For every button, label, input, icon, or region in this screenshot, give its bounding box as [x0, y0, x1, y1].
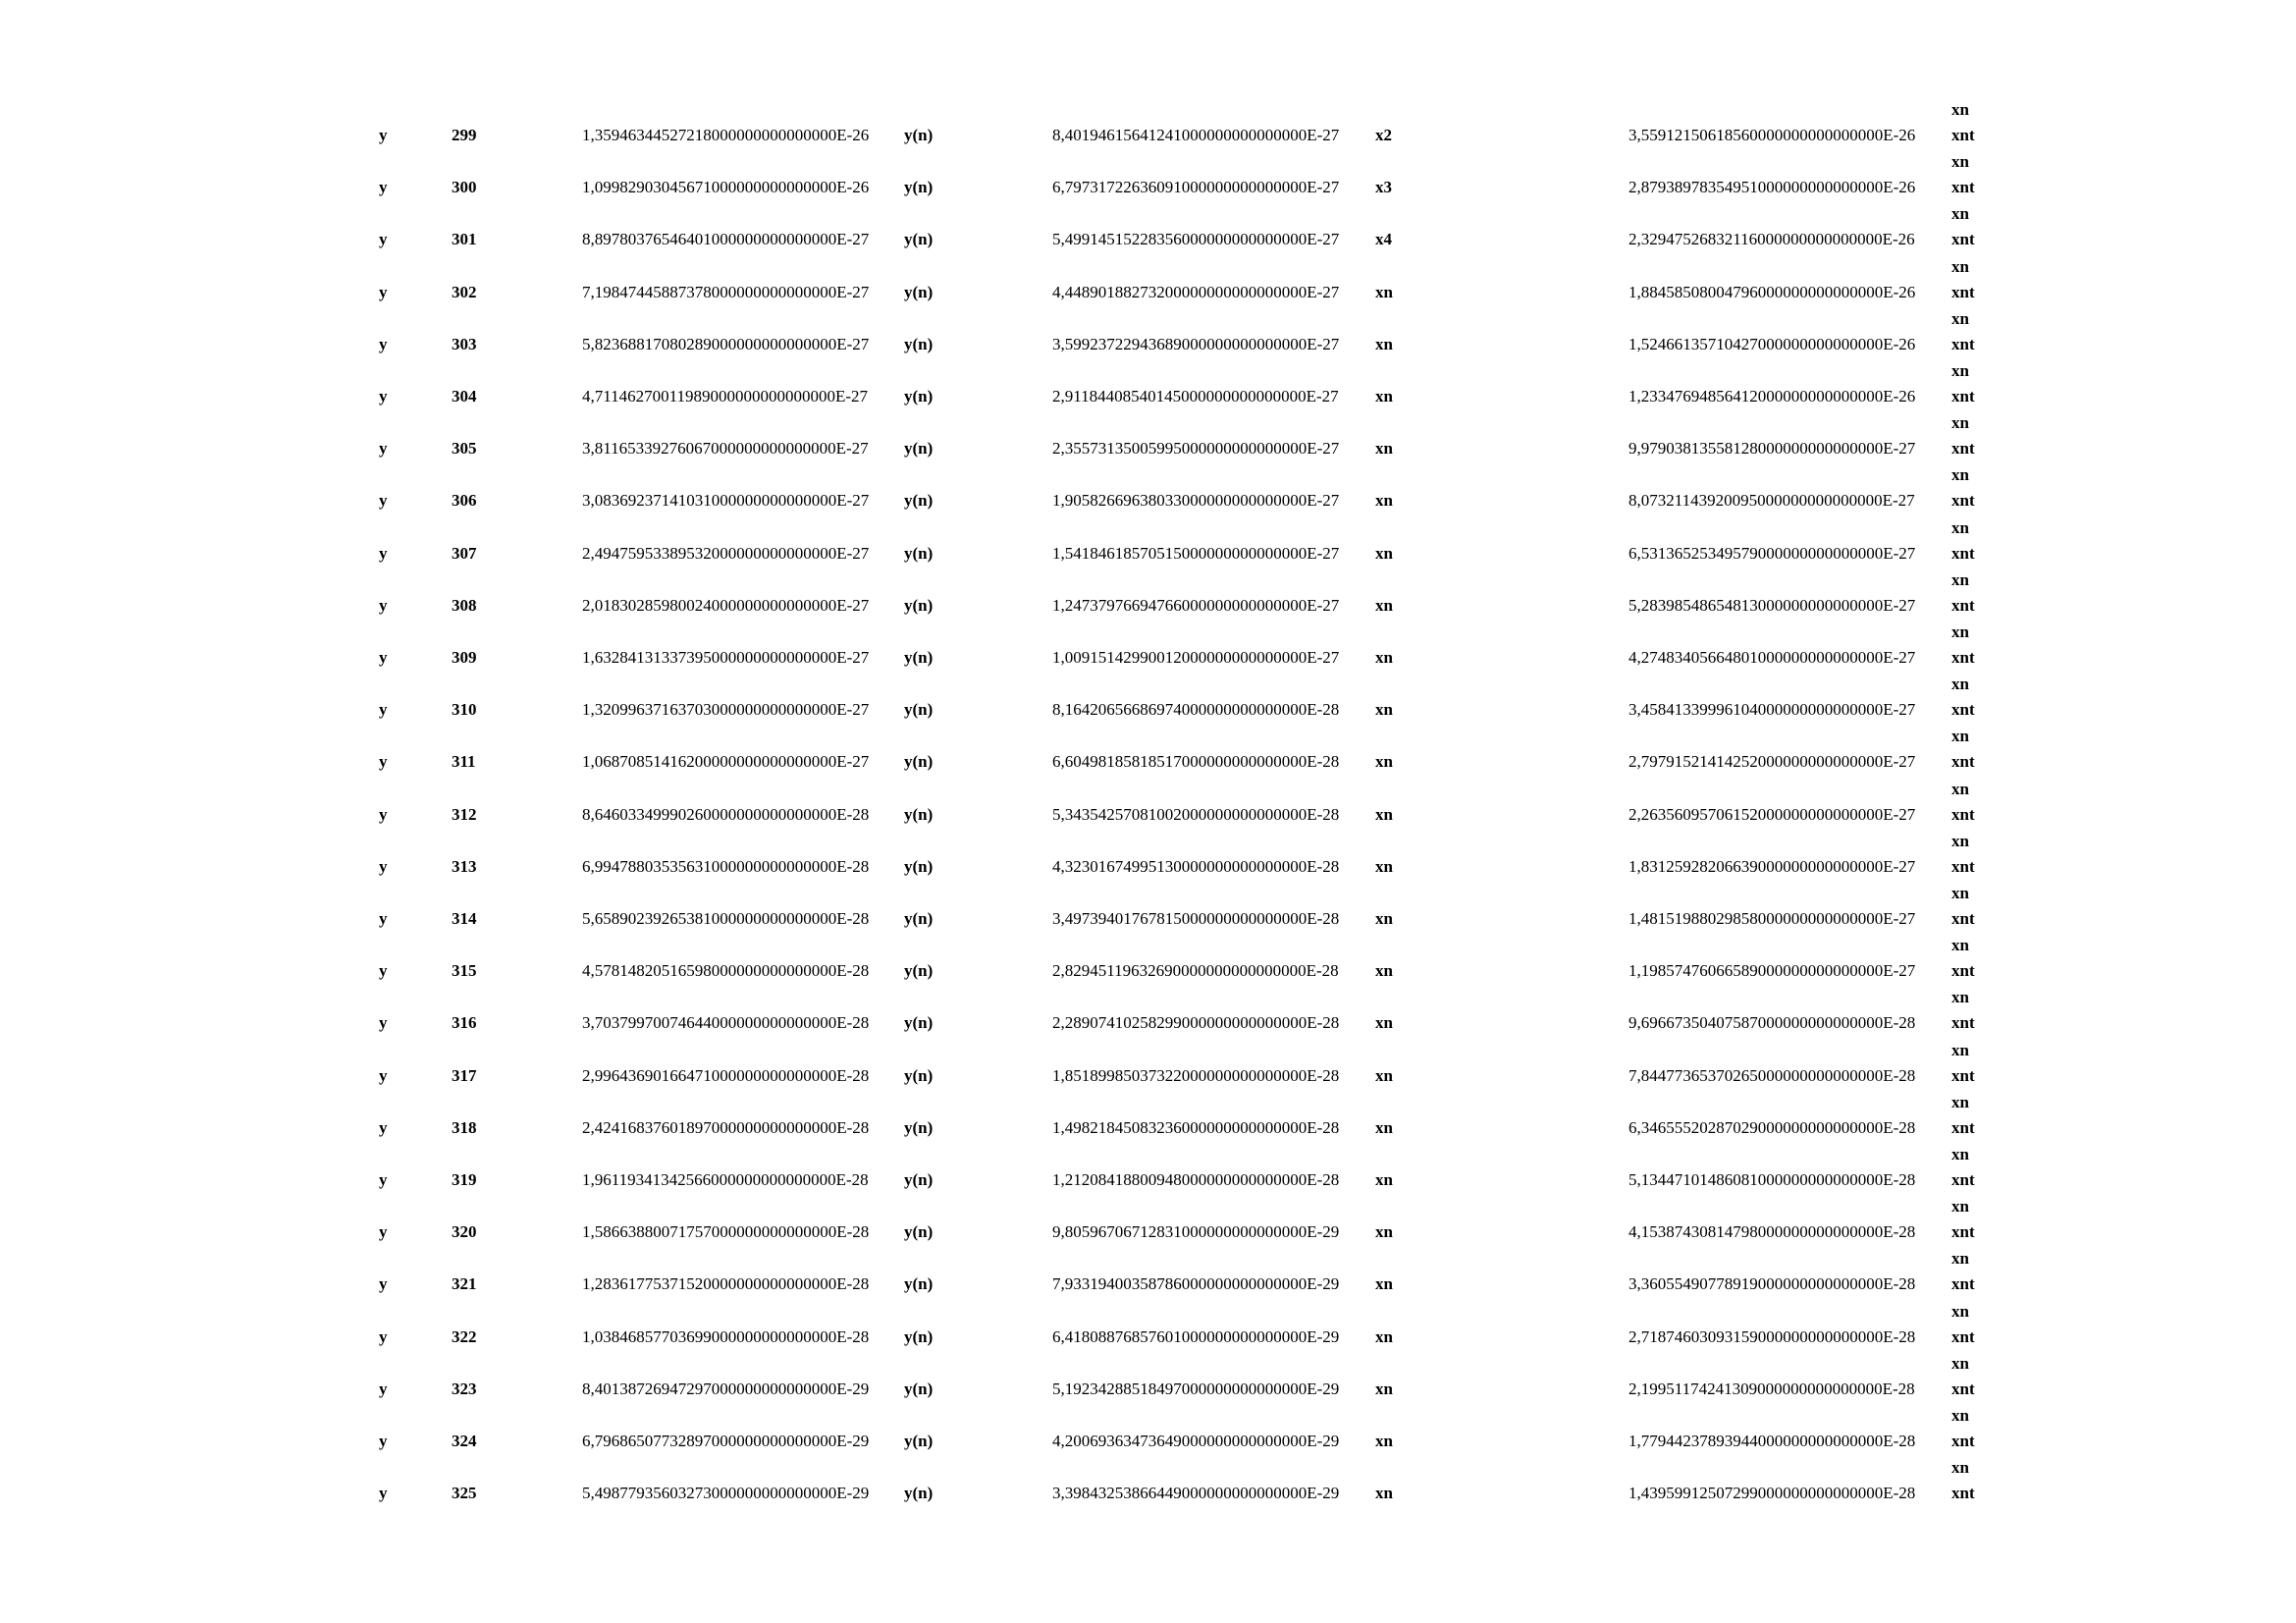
table-row	[0, 988, 2296, 1040]
row-variable: y	[379, 1170, 388, 1189]
label-xnt: xnt	[1951, 334, 1975, 353]
label-y-n: y(n)	[904, 282, 934, 301]
label-y-n: y(n)	[904, 752, 934, 772]
row-variable: y	[379, 1432, 388, 1450]
value-x: 3,49739401767815000000000000000E-28	[1052, 909, 1340, 928]
label-x: xn	[1375, 804, 1393, 824]
label-y-n: y(n)	[904, 334, 934, 353]
table-row	[0, 727, 2296, 779]
label-x: xn	[1375, 1274, 1393, 1294]
table-row	[0, 622, 2296, 675]
value-x: 1,21208418800948000000000000000E-28	[1052, 1170, 1340, 1189]
label-x: xn	[1375, 595, 1393, 615]
value-y-n: 4,71146270011989000000000000000E-27	[582, 387, 869, 406]
row-variable: y	[379, 439, 388, 459]
label-y-n: y(n)	[904, 1222, 934, 1242]
value-y-n: 5,65890239265381000000000000000E-28	[582, 909, 870, 928]
row-index: 310	[452, 700, 477, 720]
table-row	[0, 1249, 2296, 1301]
value-xnt: 4,27483405664801000000000000000E-27	[1629, 648, 1916, 667]
label-x: x4	[1375, 230, 1392, 249]
table-row	[0, 413, 2296, 465]
value-x: 8,40194615641241000000000000000E-27	[1052, 126, 1340, 144]
value-y-n: 7,19847445887378000000000000000E-27	[582, 282, 870, 301]
xn-label: xn	[1951, 152, 1969, 172]
row-index: 301	[452, 230, 477, 249]
row-variable: y	[379, 1379, 388, 1398]
row-variable: y	[379, 126, 388, 144]
value-x: 4,32301674995130000000000000000E-28	[1052, 856, 1340, 876]
label-x: xn	[1375, 909, 1393, 928]
value-xnt: 1,52466135710427000000000000000E-26	[1629, 334, 1916, 353]
row-variable: y	[379, 491, 388, 511]
value-xnt: 2,87938978354951000000000000000E-26	[1629, 178, 1916, 197]
label-x: xn	[1375, 491, 1393, 511]
value-xnt: 2,19951174241309000000000000000E-28	[1629, 1379, 1915, 1398]
label-xnt: xnt	[1951, 804, 1975, 824]
value-x: 7,93319400358786000000000000000E-29	[1052, 1274, 1340, 1294]
row-index: 324	[452, 1432, 477, 1450]
value-xnt: 2,32947526832116000000000000000E-26	[1629, 230, 1915, 249]
table-row	[0, 1354, 2296, 1406]
label-x: xn	[1375, 387, 1393, 406]
value-y-n: 2,42416837601897000000000000000E-28	[582, 1117, 870, 1137]
label-y-n: y(n)	[904, 1274, 934, 1294]
row-index: 320	[452, 1222, 477, 1242]
label-xnt: xnt	[1951, 491, 1975, 511]
xn-label: xn	[1951, 1092, 1969, 1111]
value-y-n: 5,49877935603273000000000000000E-29	[582, 1484, 870, 1503]
label-xnt: xnt	[1951, 230, 1975, 249]
table-row	[0, 204, 2296, 256]
xn-label: xn	[1951, 988, 1969, 1007]
label-xnt: xnt	[1951, 752, 1975, 772]
label-xnt: xnt	[1951, 1013, 1975, 1033]
row-index: 303	[452, 334, 477, 353]
row-index: 319	[452, 1170, 477, 1189]
xn-label: xn	[1951, 831, 1969, 850]
value-x: 5,34354257081002000000000000000E-28	[1052, 804, 1340, 824]
table-row	[0, 100, 2296, 152]
label-x: xn	[1375, 439, 1393, 459]
value-xnt: 4,15387430814798000000000000000E-28	[1629, 1222, 1916, 1242]
xn-label: xn	[1951, 256, 1969, 276]
row-index: 314	[452, 909, 477, 928]
label-x: xn	[1375, 700, 1393, 720]
value-y-n: 2,49475953389532000000000000000E-27	[582, 543, 870, 563]
label-x: xn	[1375, 856, 1393, 876]
label-x: xn	[1375, 752, 1393, 772]
row-variable: y	[379, 1484, 388, 1503]
row-variable: y	[379, 334, 388, 353]
value-x: 1,90582669638033000000000000000E-27	[1052, 491, 1340, 511]
label-x: xn	[1375, 282, 1393, 301]
label-xnt: xnt	[1951, 909, 1975, 928]
table-row	[0, 1302, 2296, 1354]
row-variable: y	[379, 700, 388, 720]
row-index: 312	[452, 804, 477, 824]
value-x: 1,85189985037322000000000000000E-28	[1052, 1065, 1340, 1085]
row-variable: y	[379, 1117, 388, 1137]
value-y-n: 5,82368817080289000000000000000E-27	[582, 334, 870, 353]
label-y-n: y(n)	[904, 700, 934, 720]
row-variable: y	[379, 856, 388, 876]
xn-label: xn	[1951, 622, 1969, 641]
xn-label: xn	[1951, 1145, 1969, 1163]
row-index: 322	[452, 1326, 477, 1346]
value-y-n: 2,99643690166471000000000000000E-28	[582, 1065, 870, 1085]
table-row	[0, 1145, 2296, 1197]
label-xnt: xnt	[1951, 595, 1975, 615]
label-xnt: xnt	[1951, 1379, 1975, 1398]
row-index: 315	[452, 961, 477, 981]
label-xnt: xnt	[1951, 178, 1975, 197]
value-y-n: 4,57814820516598000000000000000E-28	[582, 961, 870, 981]
row-index: 313	[452, 856, 477, 876]
value-y-n: 1,63284131337395000000000000000E-27	[582, 648, 870, 667]
label-xnt: xnt	[1951, 543, 1975, 563]
xn-label: xn	[1951, 884, 1969, 902]
value-y-n: 6,79686507732897000000000000000E-29	[582, 1432, 870, 1450]
label-xnt: xnt	[1951, 648, 1975, 667]
row-index: 305	[452, 439, 477, 459]
xn-label: xn	[1951, 100, 1969, 119]
value-xnt: 3,45841339996104000000000000000E-27	[1629, 700, 1916, 720]
value-y-n: 1,35946344527218000000000000000E-26	[582, 126, 870, 144]
label-y-n: y(n)	[904, 387, 934, 406]
xn-label: xn	[1951, 1249, 1969, 1269]
value-x: 6,41808876857601000000000000000E-29	[1052, 1326, 1340, 1346]
label-xnt: xnt	[1951, 1484, 1975, 1503]
value-xnt: 8,07321143920095000000000000000E-27	[1629, 491, 1915, 511]
value-x: 1,00915142990012000000000000000E-27	[1052, 648, 1340, 667]
xn-label: xn	[1951, 936, 1969, 955]
label-y-n: y(n)	[904, 804, 934, 824]
value-xnt: 1,43959912507299000000000000000E-28	[1629, 1484, 1916, 1503]
value-xnt: 6,34655520287029000000000000000E-28	[1629, 1117, 1916, 1137]
value-x: 2,82945119632690000000000000000E-28	[1052, 961, 1339, 981]
table-row	[0, 152, 2296, 204]
value-xnt: 1,77944237893944000000000000000E-28	[1629, 1432, 1916, 1450]
xn-label: xn	[1951, 727, 1969, 746]
value-y-n: 3,70379970074644000000000000000E-28	[582, 1013, 870, 1033]
xn-label: xn	[1951, 569, 1969, 589]
value-xnt: 2,79791521414252000000000000000E-27	[1629, 752, 1916, 772]
label-xnt: xnt	[1951, 439, 1975, 459]
row-index: 317	[452, 1065, 477, 1085]
xn-label: xn	[1951, 1301, 1969, 1321]
xn-label: xn	[1951, 1197, 1969, 1217]
table-row	[0, 1458, 2296, 1510]
value-x: 1,24737976694766000000000000000E-27	[1052, 595, 1340, 615]
xn-label: xn	[1951, 465, 1969, 485]
label-xnt: xnt	[1951, 126, 1975, 144]
value-xnt: 9,69667350407587000000000000000E-28	[1629, 1013, 1916, 1033]
table-row	[0, 936, 2296, 988]
value-xnt: 1,88458508004796000000000000000E-26	[1629, 282, 1916, 301]
value-xnt: 1,23347694856412000000000000000E-26	[1629, 387, 1916, 406]
value-x: 2,35573135005995000000000000000E-27	[1052, 439, 1340, 459]
table-row	[0, 1197, 2296, 1249]
label-x: xn	[1375, 1117, 1393, 1137]
label-xnt: xnt	[1951, 1274, 1975, 1294]
table-row	[0, 1093, 2296, 1145]
label-xnt: xnt	[1951, 282, 1975, 301]
value-x: 1,54184618570515000000000000000E-27	[1052, 543, 1340, 563]
row-index: 300	[452, 178, 477, 197]
table-row	[0, 361, 2296, 413]
label-xnt: xnt	[1951, 387, 1975, 406]
row-index: 308	[452, 595, 477, 615]
value-x: 6,60498185818517000000000000000E-28	[1052, 752, 1340, 772]
value-xnt: 3,55912150618560000000000000000E-26	[1629, 126, 1916, 144]
value-y-n: 3,08369237141031000000000000000E-27	[582, 491, 870, 511]
label-y-n: y(n)	[904, 909, 934, 928]
value-x: 6,79731722636091000000000000000E-27	[1052, 178, 1340, 197]
table-row	[0, 309, 2296, 361]
value-y-n: 1,09982903045671000000000000000E-26	[582, 178, 870, 197]
value-y-n: 1,32099637163703000000000000000E-27	[582, 700, 870, 720]
label-x: xn	[1375, 961, 1393, 981]
value-xnt: 5,28398548654813000000000000000E-27	[1629, 595, 1916, 615]
label-xnt: xnt	[1951, 1170, 1975, 1189]
label-y-n: y(n)	[904, 543, 934, 563]
label-x: xn	[1375, 1379, 1393, 1398]
label-y-n: y(n)	[904, 648, 934, 667]
row-index: 304	[452, 387, 477, 406]
row-variable: y	[379, 282, 388, 301]
row-variable: y	[379, 961, 388, 981]
row-variable: y	[379, 1013, 388, 1033]
label-y-n: y(n)	[904, 1013, 934, 1033]
xn-label: xn	[1951, 779, 1969, 798]
label-x: xn	[1375, 1013, 1393, 1033]
row-index: 323	[452, 1379, 477, 1398]
value-xnt: 1,48151988029858000000000000000E-27	[1629, 909, 1916, 928]
label-y-n: y(n)	[904, 1379, 934, 1398]
row-index: 318	[452, 1117, 477, 1137]
label-y-n: y(n)	[904, 1170, 934, 1189]
value-y-n: 2,01830285980024000000000000000E-27	[582, 595, 870, 615]
row-variable: y	[379, 595, 388, 615]
xn-label: xn	[1951, 1458, 1969, 1478]
label-x: xn	[1375, 334, 1393, 353]
value-y-n: 1,58663880071757000000000000000E-28	[582, 1222, 870, 1242]
value-x: 5,49914515228356000000000000000E-27	[1052, 230, 1340, 249]
value-x: 5,19234288518497000000000000000E-29	[1052, 1379, 1340, 1398]
value-y-n: 8,64603349990260000000000000000E-28	[582, 804, 870, 824]
label-x: x2	[1375, 126, 1392, 144]
label-y-n: y(n)	[904, 595, 934, 615]
value-x: 2,91184408540145000000000000000E-27	[1052, 387, 1339, 406]
row-variable: y	[379, 230, 388, 249]
row-variable: y	[379, 909, 388, 928]
value-x: 8,16420656686974000000000000000E-28	[1052, 700, 1340, 720]
label-x: x3	[1375, 178, 1392, 197]
row-variable: y	[379, 1065, 388, 1085]
row-variable: y	[379, 543, 388, 563]
label-y-n: y(n)	[904, 961, 934, 981]
value-xnt: 2,71874603093159000000000000000E-28	[1629, 1326, 1916, 1346]
table-row	[0, 832, 2296, 884]
value-x: 9,80596706712831000000000000000E-29	[1052, 1222, 1340, 1242]
label-xnt: xnt	[1951, 700, 1975, 720]
value-x: 4,44890188273200000000000000000E-27	[1052, 282, 1340, 301]
label-y-n: y(n)	[904, 1117, 934, 1137]
table-row	[0, 780, 2296, 832]
label-x: xn	[1375, 1326, 1393, 1346]
row-index: 309	[452, 648, 477, 667]
label-x: xn	[1375, 1222, 1393, 1242]
value-xnt: 1,83125928206639000000000000000E-27	[1629, 856, 1916, 876]
label-y-n: y(n)	[904, 1432, 934, 1450]
table-row	[0, 257, 2296, 309]
label-x: xn	[1375, 648, 1393, 667]
row-index: 307	[452, 543, 477, 563]
row-index: 302	[452, 282, 477, 301]
label-y-n: y(n)	[904, 1326, 934, 1346]
row-variable: y	[379, 387, 388, 406]
row-index: 325	[452, 1484, 477, 1503]
row-index: 316	[452, 1013, 477, 1033]
label-y-n: y(n)	[904, 126, 934, 144]
row-variable: y	[379, 1274, 388, 1294]
table-row	[0, 570, 2296, 622]
label-x: xn	[1375, 1484, 1393, 1503]
label-y-n: y(n)	[904, 230, 934, 249]
label-y-n: y(n)	[904, 856, 934, 876]
row-variable: y	[379, 1222, 388, 1242]
label-xnt: xnt	[1951, 1117, 1975, 1137]
xn-label: xn	[1951, 675, 1969, 694]
value-xnt: 6,53136525349579000000000000000E-27	[1629, 543, 1916, 563]
value-y-n: 1,06870851416200000000000000000E-27	[582, 752, 870, 772]
xn-label: xn	[1951, 517, 1969, 537]
value-xnt: 1,19857476066589000000000000000E-27	[1629, 961, 1916, 981]
label-xnt: xnt	[1951, 961, 1975, 981]
xn-label: xn	[1951, 413, 1969, 433]
value-xnt: 7,84477365370265000000000000000E-28	[1629, 1065, 1916, 1085]
label-x: xn	[1375, 1170, 1393, 1189]
xn-label: xn	[1951, 361, 1969, 380]
row-variable: y	[379, 178, 388, 197]
xn-label: xn	[1951, 308, 1969, 328]
value-xnt: 5,13447101486081000000000000000E-28	[1629, 1170, 1916, 1189]
value-x: 3,59923722943689000000000000000E-27	[1052, 334, 1340, 353]
label-x: xn	[1375, 543, 1393, 563]
label-x: xn	[1375, 1432, 1393, 1450]
table-row	[0, 1041, 2296, 1093]
value-x: 4,20069363473649000000000000000E-29	[1052, 1432, 1340, 1450]
label-y-n: y(n)	[904, 1484, 934, 1503]
table-row	[0, 675, 2296, 727]
xn-label: xn	[1951, 1040, 1969, 1059]
label-xnt: xnt	[1951, 856, 1975, 876]
value-xnt: 3,36055490778919000000000000000E-28	[1629, 1274, 1916, 1294]
value-x: 3,39843253866449000000000000000E-29	[1052, 1484, 1340, 1503]
value-y-n: 6,99478803535631000000000000000E-28	[582, 856, 870, 876]
table-row	[0, 465, 2296, 517]
value-y-n: 8,40138726947297000000000000000E-29	[582, 1379, 870, 1398]
row-variable: y	[379, 648, 388, 667]
label-xnt: xnt	[1951, 1065, 1975, 1085]
label-y-n: y(n)	[904, 1065, 934, 1085]
xn-label: xn	[1951, 204, 1969, 224]
label-x: xn	[1375, 1065, 1393, 1085]
row-variable: y	[379, 752, 388, 772]
label-y-n: y(n)	[904, 178, 934, 197]
value-y-n: 1,96119341342566000000000000000E-28	[582, 1170, 869, 1189]
row-index: 306	[452, 491, 477, 511]
table-row	[0, 1406, 2296, 1458]
row-variable: y	[379, 804, 388, 824]
value-y-n: 8,89780376546401000000000000000E-27	[582, 230, 870, 249]
xn-label: xn	[1951, 1353, 1969, 1373]
value-xnt: 2,26356095706152000000000000000E-27	[1629, 804, 1916, 824]
value-y-n: 3,81165339276067000000000000000E-27	[582, 439, 869, 459]
value-y-n: 1,03846857703699000000000000000E-28	[582, 1326, 870, 1346]
label-y-n: y(n)	[904, 491, 934, 511]
label-xnt: xnt	[1951, 1326, 1975, 1346]
row-index: 311	[452, 752, 476, 772]
table-row	[0, 518, 2296, 570]
row-index: 299	[452, 126, 477, 144]
label-xnt: xnt	[1951, 1432, 1975, 1450]
value-x: 1,49821845083236000000000000000E-28	[1052, 1117, 1340, 1137]
row-variable: y	[379, 1326, 388, 1346]
value-xnt: 9,97903813558128000000000000000E-27	[1629, 439, 1916, 459]
label-xnt: xnt	[1951, 1222, 1975, 1242]
value-y-n: 1,28361775371520000000000000000E-28	[582, 1274, 870, 1294]
table-row	[0, 884, 2296, 936]
row-index: 321	[452, 1274, 477, 1294]
xn-label: xn	[1951, 1406, 1969, 1425]
label-y-n: y(n)	[904, 439, 934, 459]
value-x: 2,28907410258299000000000000000E-28	[1052, 1013, 1340, 1033]
